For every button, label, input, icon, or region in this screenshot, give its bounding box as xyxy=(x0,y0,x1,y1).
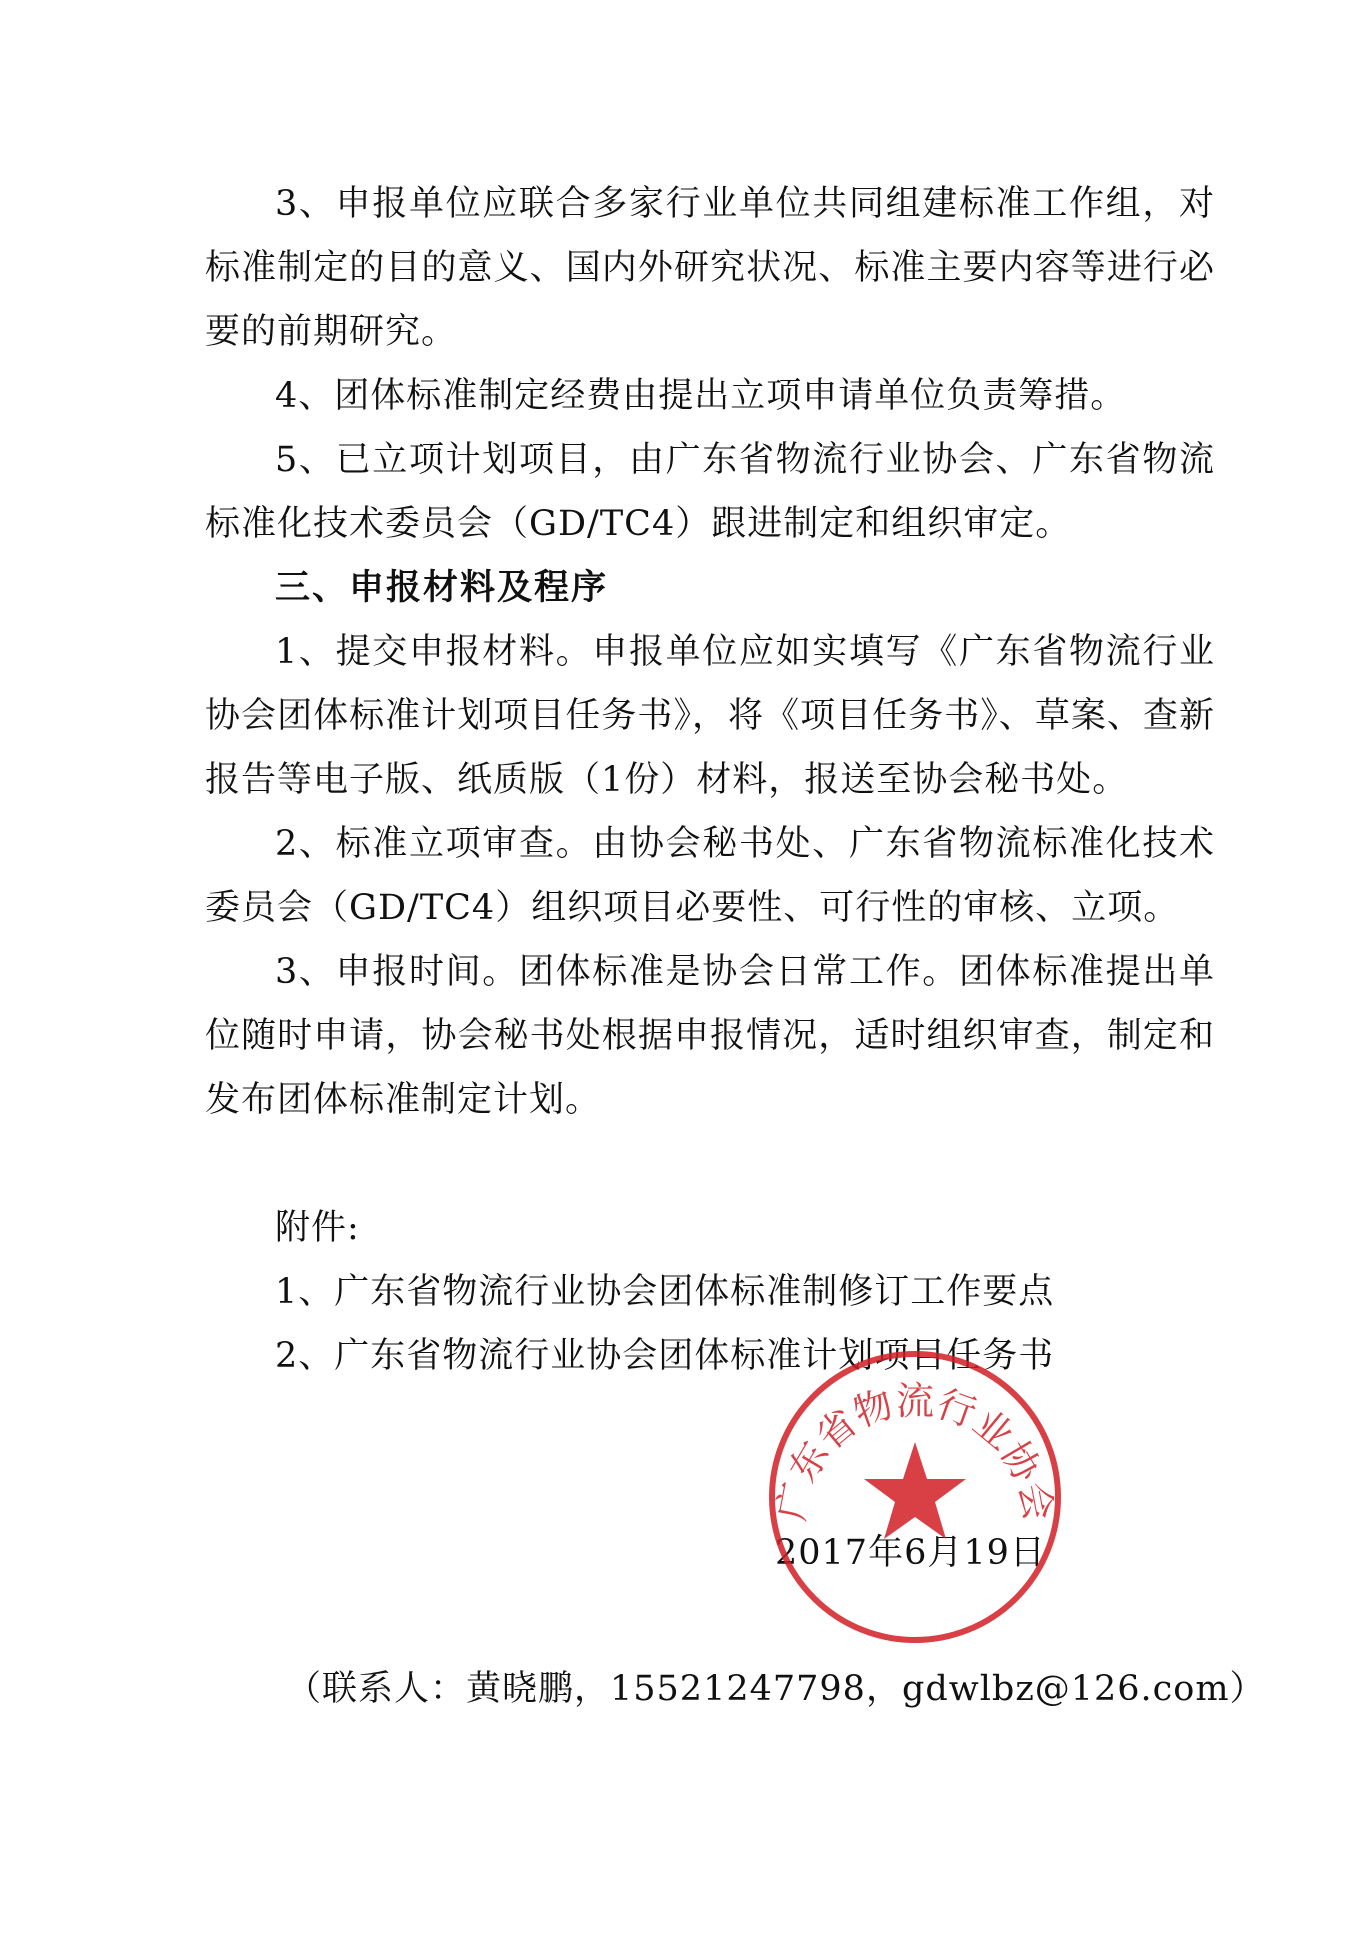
attachments-title: 附件: xyxy=(275,1208,360,1248)
document-date: 2017年6月19日 xyxy=(775,1533,1046,1573)
seal-star-icon xyxy=(864,1442,966,1539)
paragraph: 1、提交申报材料。申报单位应如实填写《广东省物流行业协会团体标准计划项目任务书》，将《项目任务书》、草案、查新报告等电子版、纸质版（1份）材料，报送至协会秘书处。 xyxy=(205,632,1215,800)
paragraph: 4、团体标准制定经费由提出立项申请单位负责筹措。 xyxy=(275,376,1127,416)
seal-text: 广东省物流行业协会 xyxy=(768,1379,1062,1525)
attachment-item: 2、广东省物流行业协会团体标准计划项目任务书 xyxy=(275,1336,1055,1376)
paragraph: 3、申报时间。团体标准是协会日常工作。团体标准提出单位随时申请，协会秘书处根据申报情况，适时组织审查，制定和发布团体标准制定计划。 xyxy=(205,952,1215,1120)
spacer xyxy=(205,1132,1215,1196)
paragraph: 3、申报单位应联合多家行业单位共同组建标准工作组，对标准制定的目的意义、国内外研究状况、标准主要内容等进行必要的前期研究。 xyxy=(205,184,1215,352)
attachment-item: 1、广东省物流行业协会团体标准制修订工作要点 xyxy=(275,1272,1055,1312)
paragraph: 2、标准立项审查。由协会秘书处、广东省物流标准化技术委员会（GD/TC4）组织项目必要性、可行性的审核、立项。 xyxy=(205,824,1215,928)
paragraph: 5、已立项计划项目，由广东省物流行业协会、广东省物流标准化技术委员会（GD/TC4）跟进制定和组织审定。 xyxy=(205,440,1215,544)
document-body xyxy=(205,172,1215,1388)
contact-info: （联系人：黄晓鹏，15521247798，gdwlbz@126.com） xyxy=(286,1669,1266,1709)
section-heading: 三、申报材料及程序 xyxy=(275,568,609,608)
official-seal-icon xyxy=(765,1347,1065,1647)
